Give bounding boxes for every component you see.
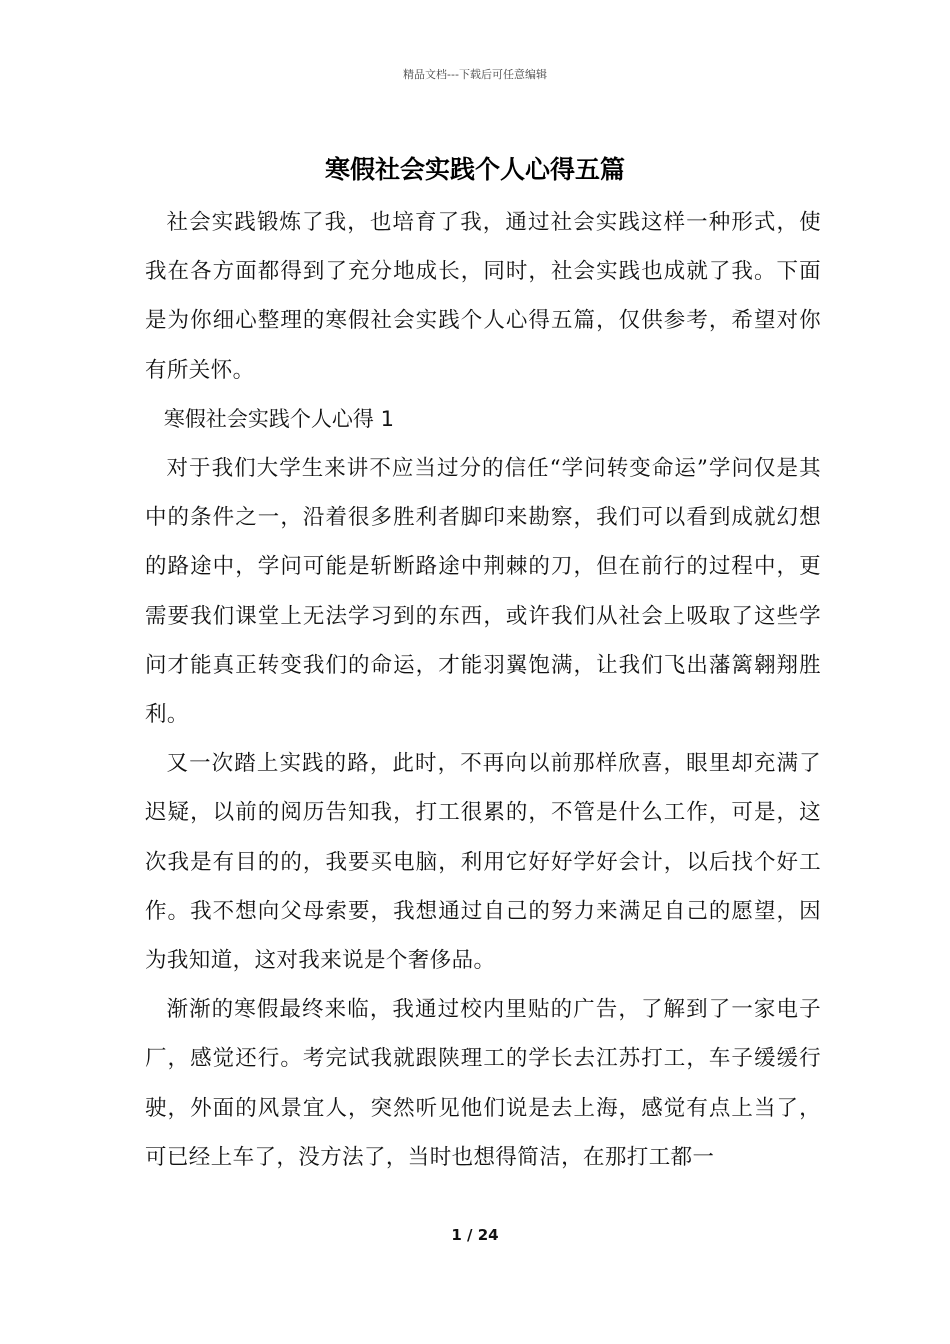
body-paragraph: 渐渐的寒假最终来临，我通过校内里贴的广告，了解到了一家电子厂，感觉还行。考完试我就跟陕理工的学长去江苏打工，车子缓缓行驶，外面的风景宜人，突然听见他们说是去上海，感觉有点上当了，可已经上车了，没方法了，当时也想得简洁，在那打工都一	[145, 997, 821, 1170]
body-paragraph: 又一次踏上实践的路，此时，不再向以前那样欣喜，眼里却充满了迟疑，以前的阅历告知我，打工很累的，不管是什么工作，可是，这次我是有目的的，我要买电脑，利用它好好学好会计，以后找个好工作。我不想向父母索要，我想通过自己的努力来满足自己的愿望，因为我知道，这对我来说是个奢侈品。	[145, 751, 821, 974]
page-number: 1 / 24	[451, 1226, 499, 1244]
body-paragraph: 对于我们大学生来讲不应当过分的信任“学问转变命运”学问仅是其中的条件之一，沿着很多胜利者脚印来勘察，我们可以看到成就幻想的路途中，学问可能是斩断路途中荆棘的刀，但在前行的过程中，更需要我们课堂上无法学习到的东西，或许我们从社会上吸取了这些学问才能真正转变我们的命运，才能羽翼饱满，让我们飞出藩篱翱翔胜利。	[145, 456, 821, 728]
document-body	[145, 198, 821, 1182]
intro-paragraph: 社会实践锻炼了我，也培育了我，通过社会实践这样一种形式，使我在各方面都得到了充分地成长，同时，社会实践也成就了我。下面是为你细心整理的寒假社会实践个人心得五篇，仅供参考，希望对你有所关怀。	[145, 210, 821, 383]
section-heading: 寒假社会实践个人心得 1	[163, 406, 394, 431]
page-header: 精品文档---下载后可任意编辑	[403, 68, 547, 81]
document-title: 寒假社会实践个人心得五篇	[324, 155, 625, 184]
